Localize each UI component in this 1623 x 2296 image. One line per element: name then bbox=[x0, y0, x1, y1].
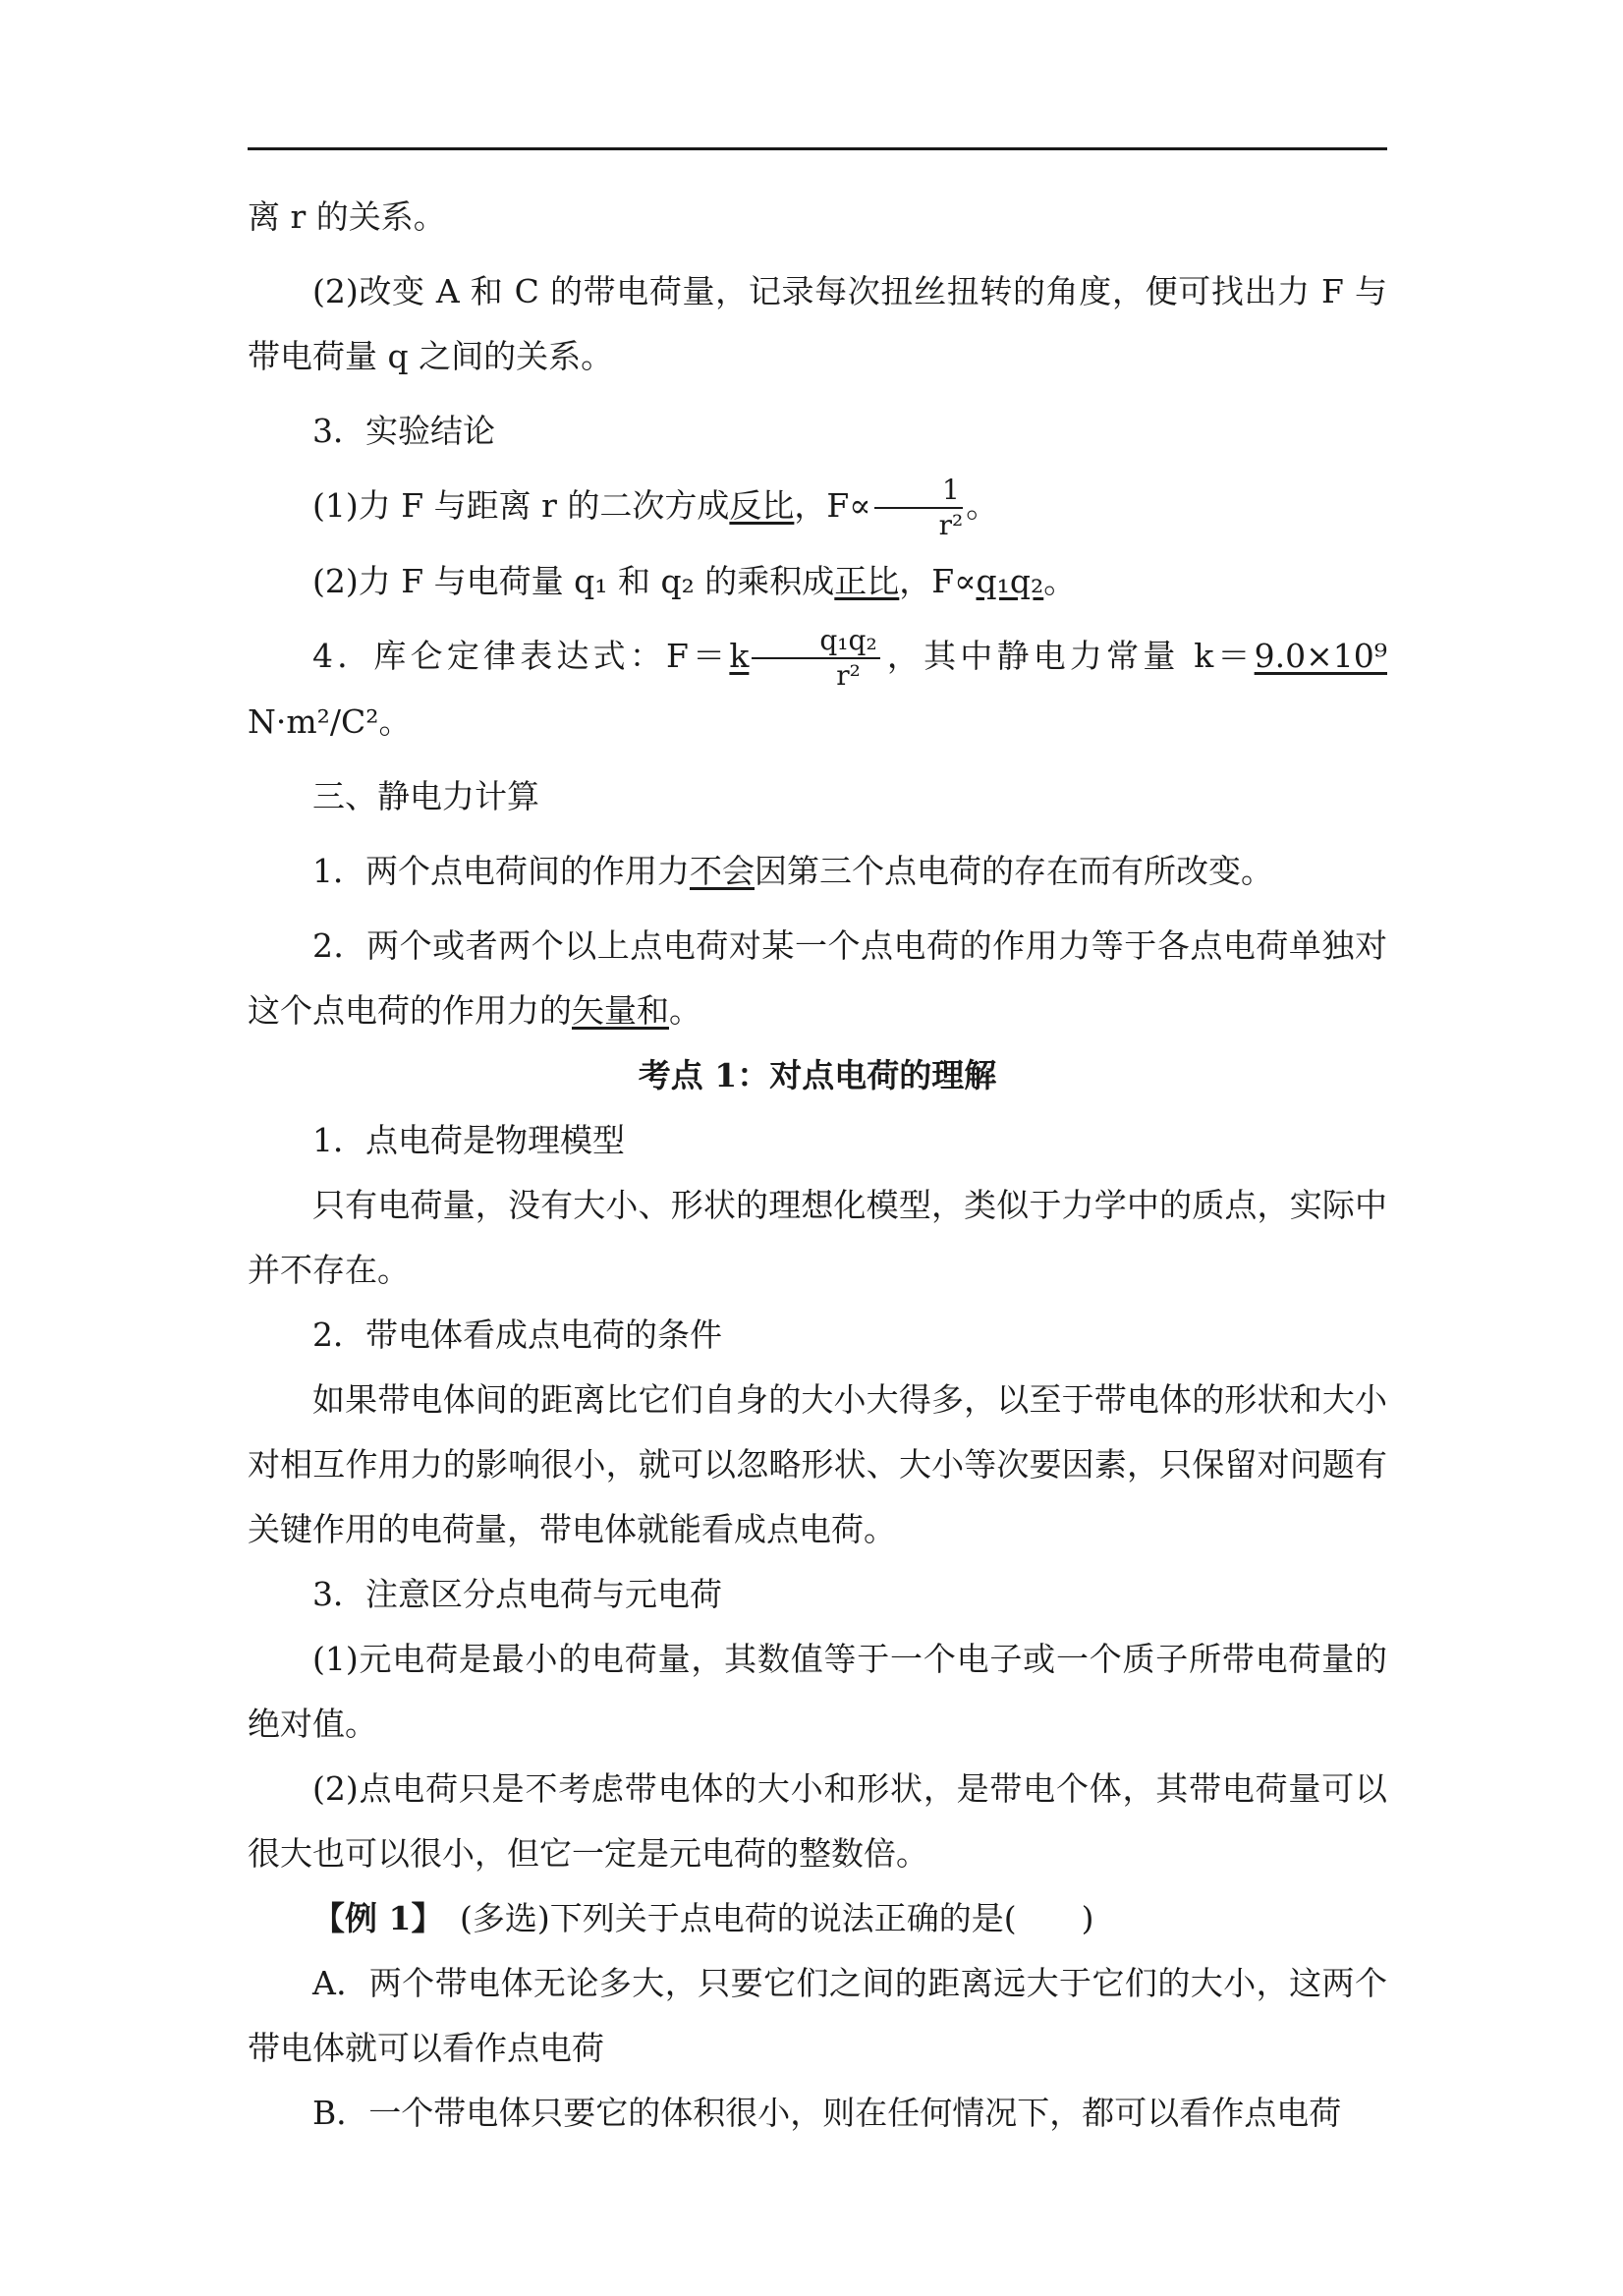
fraction-q1q2-over-r2 bbox=[752, 624, 879, 692]
fraction-denominator: r² bbox=[836, 659, 861, 692]
paragraph-change-charge: (2)改变 A 和 C 的带电荷量，记录每次扭丝扭转的角度，便可找出力 F 与带电荷量 q 之间的关系。 bbox=[248, 272, 1387, 375]
punctuation: 。 bbox=[966, 486, 999, 525]
document-body bbox=[248, 185, 1387, 2146]
constant-k: k bbox=[729, 637, 750, 675]
fraction-numerator: 1 bbox=[874, 476, 964, 509]
topic-heading: 考点 1：对点电荷的理解 bbox=[638, 1056, 997, 1094]
proportional-to: ，F∝ bbox=[899, 562, 977, 600]
punctuation: 。 bbox=[669, 991, 701, 1030]
conclusion-2-text: (2)力 F 与电荷量 q₁ 和 q₂ 的乘积成 bbox=[312, 562, 835, 600]
answer-vector-sum: 矢量和 bbox=[572, 991, 669, 1030]
example-tag: 【例 1】 bbox=[312, 1899, 427, 1937]
option-b: B．一个带电体只要它的体积很小，则在任何情况下，都可以看作点电荷 bbox=[312, 2094, 1342, 2132]
answer-direct: 正比 bbox=[834, 562, 900, 600]
option-a: A．两个带电体无论多大，只要它们之间的距离远大于它们的大小，这两个带电体就可以看作点电荷 bbox=[248, 1964, 1387, 2067]
calc-point-2 bbox=[248, 914, 1387, 1043]
constant-unit: N·m²/C²。 bbox=[248, 702, 412, 741]
conclusion-1-text: (1)力 F 与距离 r 的二次方成 bbox=[312, 486, 730, 525]
header-rule bbox=[248, 147, 1387, 150]
calc-point-2-text: 2．两个或者两个以上点电荷对某一个点电荷的作用力等于各点电荷单独对这个点电荷的作用力的 bbox=[248, 926, 1387, 1030]
fraction-denominator: r² bbox=[938, 509, 964, 541]
law-label: 4．库仑定律表达式：F＝ bbox=[312, 637, 730, 675]
topic-point-1-heading: 1．点电荷是物理模型 bbox=[312, 1121, 625, 1159]
heading-experiment-conclusion: 3．实验结论 bbox=[312, 412, 495, 450]
calc-point-1-rest: 因第三个点电荷的存在而有所改变。 bbox=[755, 852, 1273, 890]
example-question-text: (多选)下列关于点电荷的说法正确的是( ) bbox=[426, 1899, 1094, 1937]
answer-not: 不会 bbox=[690, 852, 755, 890]
law-constant-text: ，其中静电力常量 k＝ bbox=[882, 637, 1255, 675]
topic-point-1-text: 只有电荷量，没有大小、形状的理想化模型，类似于力学中的质点，实际中并不存在。 bbox=[248, 1186, 1387, 1289]
coulomb-law bbox=[248, 624, 1387, 755]
section-heading-electrostatic-calc: 三、静电力计算 bbox=[312, 777, 539, 815]
fraction-numerator: q₁q₂ bbox=[752, 627, 879, 659]
answer-q1q2: q₁q₂ bbox=[976, 562, 1044, 600]
topic-point-3a: (1)元电荷是最小的电荷量，其数值等于一个电子或一个质子所带电荷量的绝对值。 bbox=[248, 1640, 1387, 1743]
proportional-to: ，F∝ bbox=[794, 486, 871, 525]
topic-point-3-heading: 3．注意区分点电荷与元电荷 bbox=[312, 1575, 722, 1613]
constant-value: 9.0×10⁹ bbox=[1254, 637, 1387, 675]
topic-point-2-text: 如果带电体间的距离比它们自身的大小大得多，以至于带电体的形状和大小对相互作用力的影响很小，就可以忽略形状、大小等次要因素，只保留对问题有关键作用的电荷量，带电体就能看成点电荷。 bbox=[248, 1380, 1387, 1548]
fraction-one-over-r2 bbox=[874, 476, 964, 539]
continued-line: 离 r 的关系。 bbox=[248, 197, 446, 236]
calc-point-1-text: 1．两个点电荷间的作用力 bbox=[312, 852, 690, 890]
answer-inverse: 反比 bbox=[729, 486, 795, 525]
conclusion-2 bbox=[248, 549, 1387, 614]
punctuation: 。 bbox=[1043, 562, 1077, 600]
example-question bbox=[248, 1886, 1387, 1951]
conclusion-1 bbox=[248, 474, 1387, 539]
calc-point-1 bbox=[248, 839, 1387, 904]
topic-point-3b: (2)点电荷只是不考虑带电体的大小和形状，是带电个体，其带电荷量可以很大也可以很小，但它一定是元电荷的整数倍。 bbox=[248, 1769, 1387, 1873]
topic-point-2-heading: 2．带电体看成点电荷的条件 bbox=[312, 1316, 722, 1354]
